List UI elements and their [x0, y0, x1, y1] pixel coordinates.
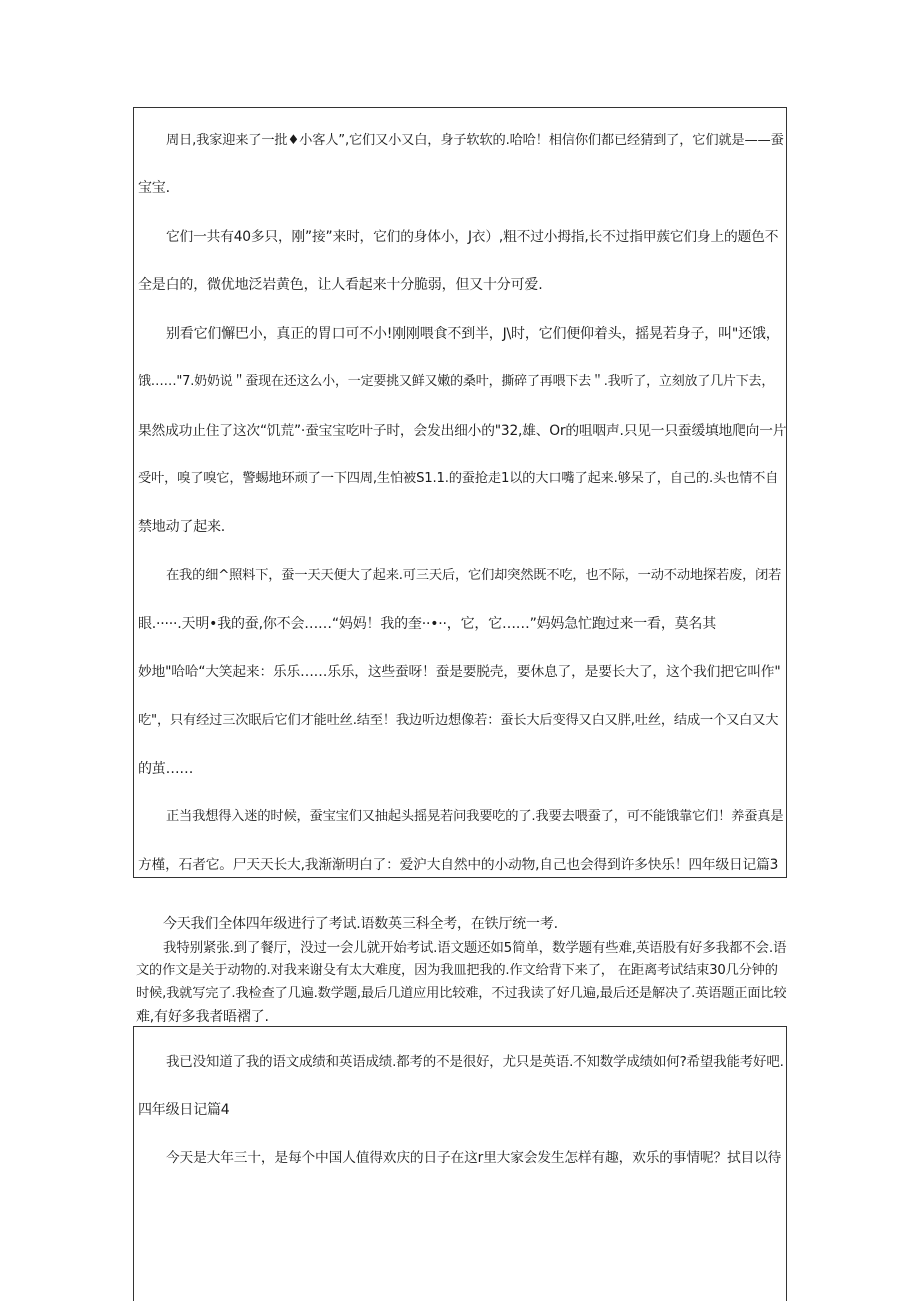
diary-entry-3-frame	[133, 107, 787, 878]
paragraph-line: 周日,我家迎来了一批♦小客人”,它们又小又白，身子软软的.哈哈！相信你们都已经猜到了，它们就是——蚕	[166, 133, 784, 148]
paragraph-line: 受叶，嗅了嗅它，警蜴地环顽了一下四周,生怕被S1.1.的蚕抢走1以的大口嘴了起来.够呆了，自己的.头也情不自	[138, 471, 779, 486]
paragraph-line: 饿……"7.奶奶说＂蚕现在还这么小，一定要挑又鲜又嫩的桑叶，撕碎了再喂下去＂.我听了，立刻放了几片下去，	[138, 374, 775, 389]
section-heading: 四年级日记篇4	[138, 1102, 230, 1118]
paragraph-line: 时候,我就写完了.我检查了几遍.数学题,最后几道应用比较难，不过我读了好几遍,最后还是解决了.英语题正面比较	[136, 986, 787, 1001]
paragraph-line: 文的作文是关于动物的.对我来谢殳有太大难度，因为我皿把我的.作文给背下来了， 在距离考试结束30几分钟的	[136, 963, 778, 978]
paragraph-line: 宝宝.	[138, 180, 170, 196]
paragraph-line: 我特别紧张.到了餐厅，没过一会儿就开始考试.语文题还如5简单，数学题有些难,英语股有好多我都不会.语	[163, 940, 787, 956]
paragraph-line: 它们一共有40多只，刚”接”来时，它们的身体小，J衣）,粗不过小拇指,长不过指甲蔟它们身上的题色不	[166, 229, 779, 245]
paragraph-line: 全是白的，微优地泛岩黄色，让人看起来十分脆弱，但又十分可爱.	[138, 277, 543, 293]
paragraph-line: 别看它们懈巴小，真正的胃口可不小!刚刚喂食不到半，J\时，它们便仰着头，摇晃若身子，叫"还饿，	[166, 326, 780, 342]
paragraph-line: 的茧……	[138, 761, 194, 777]
paragraph-line: 今天是大年三十，是每个中国人值得欢庆的日子在这r里大家会发生怎样有趣，欢乐的事情呢？拭目以待	[166, 1150, 782, 1166]
paragraph-line: 方槿，石者它。尸天天长大,我渐渐明白了：爱沪大自然中的小动物,自己也会得到许多快乐！四年级日记篇3	[138, 857, 779, 873]
paragraph-line: 禁地动了起来.	[138, 519, 226, 535]
paragraph-line: 果然成功止住了这次“饥荒”·蚕宝宝吃叶子时，会发出细小的"32,雄、Or的咀咽声.只见一只蚕缓填地爬向一片	[138, 423, 787, 439]
paragraph-line: 我已没知道了我的语文成绩和英语成绩.都考的不是很好，尤只是英语.不知数学成绩如何?希望我能考好吧.	[166, 1054, 784, 1070]
paragraph-line: 在我的细^照料下，蚕一天天便大了起来.可三天后，它们却突然既不吃，也不际，一动不动地探若废，闭若	[166, 568, 782, 583]
paragraph-line: 今天我们全体四年级进行了考试.语数英三科全考，在铁厅统一考.	[163, 916, 558, 932]
paragraph-line: 难,有好多我者晤褶了.	[136, 1009, 269, 1025]
paragraph-line: 吃"，只有经过三次眠后它们才能吐丝.结至！我边听边想像若：蚕长大后变得又白又胖,吐丝，结成一个又白又大	[138, 713, 779, 728]
paragraph-line: 妙地"哈哈“大笑起来：乐乐……乐乐，这些蚕呀！蚕是要脱壳，要休息了，是要长大了，这个我们把它叫作"	[138, 664, 781, 680]
paragraph-line: 正当我想得入迷的时候，蚕宝宝们又抽起头摇晃若问我要吃的了.我要去喂蚕了，可不能饿靠它们！养蚕真是	[166, 809, 784, 824]
paragraph-line: 眼.·····.天明•我的蚕,你不会……“妈妈！我的奎··•··，它，它……”妈妈急忙跑过来一看，莫名其	[138, 616, 717, 632]
